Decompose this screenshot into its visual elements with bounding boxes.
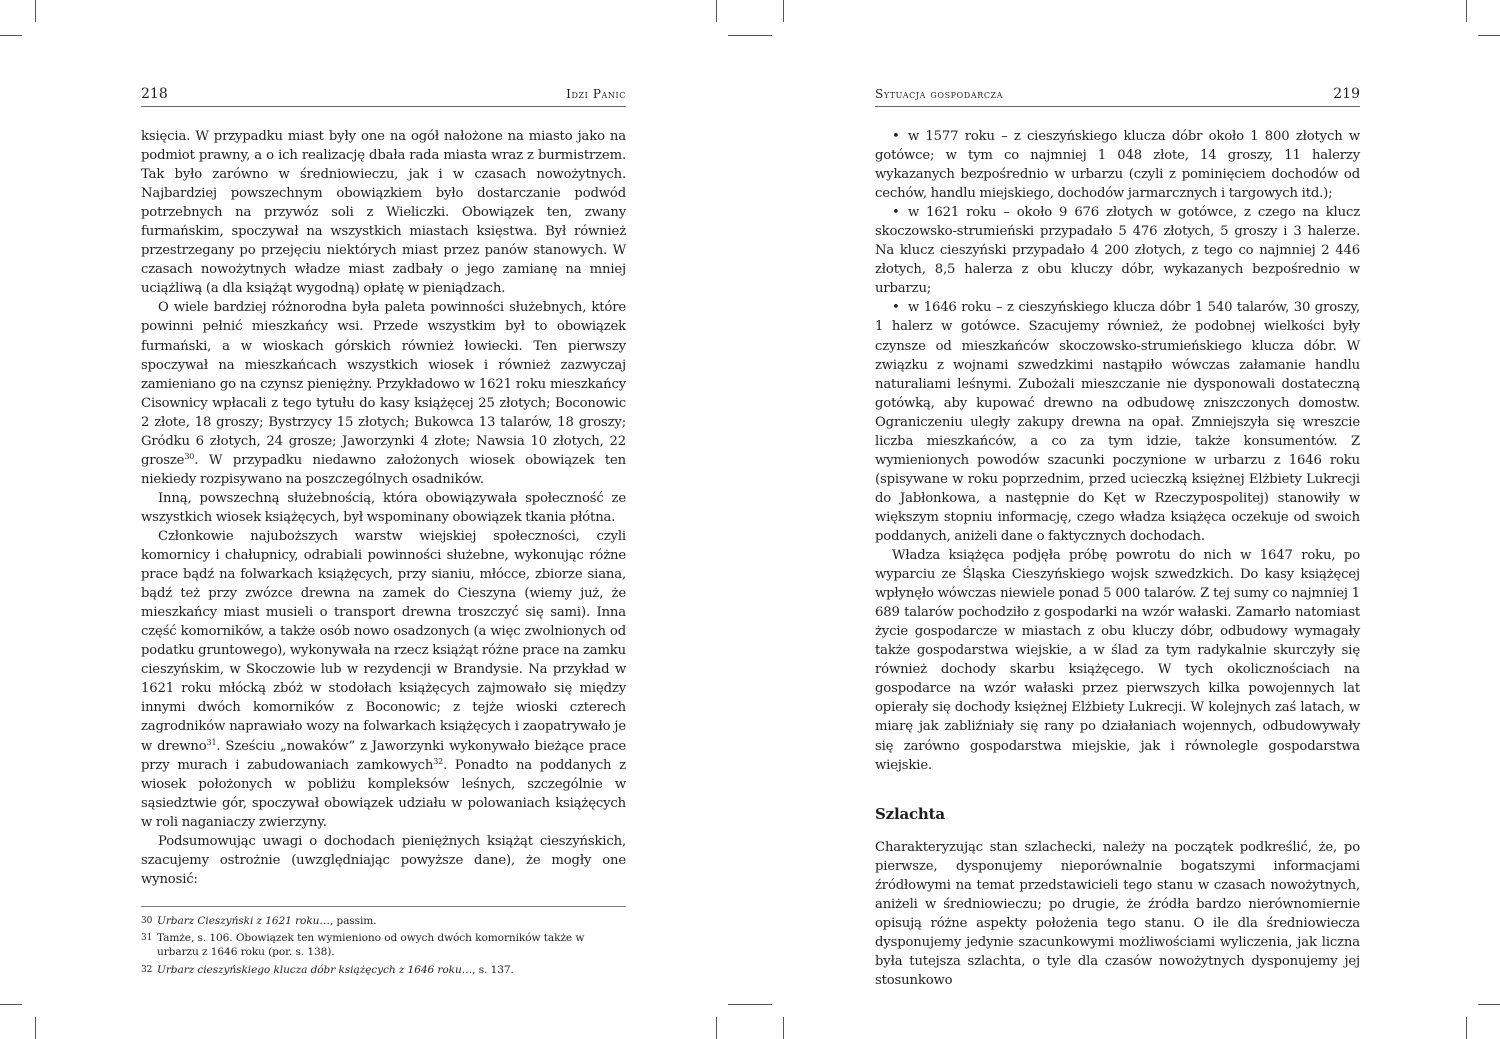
crop-mark bbox=[0, 1004, 22, 1005]
crop-mark bbox=[0, 35, 22, 36]
crop-mark bbox=[783, 0, 784, 22]
footnote-ref: 31 bbox=[206, 737, 217, 747]
footnote-number: 30 bbox=[141, 915, 153, 926]
footnote bbox=[141, 914, 626, 928]
footnote bbox=[141, 963, 626, 977]
bullet-item bbox=[875, 298, 1360, 546]
crop-mark bbox=[1478, 1004, 1500, 1005]
crop-mark bbox=[35, 0, 36, 22]
page-number: 218 bbox=[141, 86, 168, 102]
crop-mark bbox=[750, 1004, 772, 1005]
crop-mark bbox=[716, 0, 717, 22]
crop-mark bbox=[716, 1017, 717, 1039]
footnote-ref: 30 bbox=[184, 451, 195, 461]
paragraph: Inną, powszechną służebnością, która obowiązywała społeczność ze wszystkich wiosek książęcych, był wspominany obowiązek tkania płótna. bbox=[141, 490, 626, 525]
footnote-title: Urbarz cieszyńskiego klucza dóbr książęcych z 1646 roku… bbox=[157, 963, 473, 976]
footnote-text: Tamże, s. 106. Obowiązek ten wymieniono od owych dwóch komorników także w urbarzu z 1646 roku (por. s. 138). bbox=[157, 932, 585, 959]
footnote-ref: 32 bbox=[433, 756, 444, 766]
bullet-text: w 1577 roku – z cieszyńskiego klucza dóbr około 1 800 złotych w gotówce; w tym co najmniej 1 048 złote, 14 groszy, 11 halerzy wykazanych bezpośrednio w urbarzu (czyli z pominięciem dochodów od cechów, handlu miejskiego, dochodów jarmarcznych i targowych itd.); bbox=[875, 129, 1360, 202]
paragraph-text: Sześciu „nowaków” z Jaworzynki wykonywało bieżące prace przy murach i zabudowaniach zamkowych bbox=[141, 738, 626, 773]
right-page bbox=[875, 86, 1360, 990]
page-header bbox=[875, 86, 1360, 107]
footnote-title: Urbarz Cieszyński z 1621 roku… bbox=[157, 914, 330, 927]
bullet-text: w 1646 roku – z cieszyńskiego klucza dóbr 1 540 talarów, 30 groszy, 1 halerz w gotówce. Szacujemy również, że podobnej wielkości były czynsze od mieszkańców skoczowsko-strumieńskiego klucza dóbr. W związku z wojnami szwedzkimi nastąpiło wówczas załamanie handlu naturaliami leśnymi. Zubożali mieszczanie nie dysponowali dostateczną gotówką, aby kupować drewno na odbudowę zniszczonych domostw. Ograniczeniu uległy zakupy drewna na opał. Zmniejszyła się wreszcie liczba mieszkańców, a co za tym idzie, także konsumentów. Z wymienionych powodów szacunki poczynione w urbarzu z 1646 roku (spisywane w roku poprzednim, przed ucieczką księżnej Elżbiety Lukrecji do Jabłonkowa, a następnie do Kęt w Rzeczypospolitej) stanowiły w większym stopniu informację, czego władza książęca oczekuje od swoich poddanych, aniżeli dane o faktycznych dochodach. bbox=[875, 300, 1360, 544]
bullet-icon: • bbox=[892, 205, 900, 221]
bullet-item bbox=[875, 127, 1360, 203]
crop-mark bbox=[1466, 0, 1467, 22]
paragraph: Podsumowując uwagi o dochodach pieniężnych książąt cieszyńskich, szacujemy ostrożnie (uwzględniając powyższe dane), że mogły one wynosić: bbox=[141, 833, 626, 887]
paragraph: Członkowie najuboższych warstw wiejskiej społeczności, czyli komornicy i chałupnicy, odrabiali powinności służebne, wykonując różne prace bądź na folwarkach książęcych, przy sianiu, młócce, zbiorze siana, bądź też przy zwózce drewna na zamek do Cieszyna (wiemy już, że mieszkańcy miast musieli o transport drewna troszczyć się sami). Inna część komorników, a także osób nowo osadzonych (a więc zwolnionych od podatku gruntowego), wykonywała na rzecz książąt różne prace na zamku cieszyńskim, w Skoczowie lub w rezydencji w Brandysie. Na przykład w 1621 roku młócką zbóż w stodołach książęcych zajmowało się między innymi dwóch komorników z Boconowic; z tejże wioski czterech zagrodników naprawiało wozy na folwarkach książęcych i zaopatrywało je w drewno$^{31}$. Sześciu „nowaków” z Jaworzynki wykonywało bieżące prace przy murach i zabudowaniach zamkowych$^{32}$. Ponadto na poddanych z wiosek położonych w pobliżu kompleksów leśnych, szczególnie w sąsiedztwie gór, spoczywał obowiązek udziału w polowaniach książęcych w roli naganiaczy zwierzyny. bbox=[141, 528, 626, 830]
footnote-text: , passim. bbox=[329, 914, 377, 927]
page-body bbox=[141, 127, 626, 889]
paragraph: O wiele bardziej różnorodna była paleta powinności służebnych, które powinni pełnić mieszkańcy wsi. Przede wszystkim był to obowiązek furmański, a w wioskach górskich również łowiecki. Ten pierwszy spoczywał na mieszkańcach wszystkich wiosek i również zazwyczaj zamieniano go na czynsz pieniężny. Przykładowo w 1621 roku mieszkańcy Cisownicy wpłacali z tego tytułu do kasy książęcej 25 złotych; Boconowic 2 złote, 18 groszy; Bystrzycy 15 złotych; Bukowca 13 talarów, 18 groszy; Gródku 6 złotych, 24 grosze; Jaworzynki 4 złote; Nawsia 10 złotych, 22 grosze$^{30}$. W przypadku niedawno założonych wiosek obowiązek ten niekiedy rozpisywano na poszczególnych osadników. bbox=[141, 300, 626, 487]
paragraph: Władza książęca podjęła próbę powrotu do nich w 1647 roku, po wyparciu ze Śląska Cieszyńskiego wojsk szwedzkich. Do kasy książęcej wpłynęło wówczas niewiele ponad 5 000 talarów. Z tej sumy co najmniej 1 689 talarów pochodziło z gospodarki na wzór wałaski. Zamarło natomiast życie gospodarcze w miastach z obu kluczy dóbr, odbudowy wymagały także gospodarstwa wiejskie, a w ślad za tym radykalnie skurczyły się również dochody skarbu książęcego. W tych okolicznościach na gospodarce na wzór wałaski przez pierwszych kilka powojennych lat opierały się dochody księżnej Elżbiety Lukrecji. W kolejnych zaś latach, w miarę jak zabliźniały się rany po działaniach wojennych, odbudowywały się zarówno gospodarstwa miejskie, jak i równolegle gospodarstwa wiejskie. bbox=[875, 548, 1360, 773]
crop-mark bbox=[1466, 1017, 1467, 1039]
footnote-text: , s. 137. bbox=[472, 963, 514, 976]
left-page bbox=[141, 86, 626, 980]
section-heading: Szlachta bbox=[875, 804, 945, 823]
bullet-icon: • bbox=[892, 129, 900, 144]
page-number: 219 bbox=[1333, 86, 1360, 102]
footnote-number: 31 bbox=[141, 933, 153, 944]
crop-mark bbox=[35, 1017, 36, 1039]
paragraph: księcia. W przypadku miast były one na ogół nałożone na miasto jako na podmiot prawny, a o ich realizację dbała rada miasta wraz z burmistrzem. Tak było zarówno w średniowieczu, jak i w czasach nowożytnych. Najbardziej powszechnym obowiązkiem było dostarczanie podwód potrzebnych na przywóz soli z Wieliczki. Obowiązek ten, zwany furmańskim, spoczywał na wszystkich miastach księstwa. Był również przestrzegany po przejęciu niektórych miast przez panów stanowych. W czasach nowożytnych władze miast zadbały o jego zamianę na mniej uciążliwą (a dla książąt wygodną) opłatę w pieniądzach. bbox=[141, 129, 626, 297]
paragraph-text: Członkowie najuboższych warstw wiejskiej społeczności, czyli komornicy i chałupnicy, odrabiali powinności służebne, wykonując różne prace bądź na folwarkach książęcych, przy sianiu, młócce, zbiorze siana, bądź też przy zwózce drewna na zamek do Cieszyna (wiemy już, że mieszkańcy miast musieli o transport drewna troszczyć się sami). Inna część komorników, a także osób nowo osadzonych (a więc zwolnionych od podatku gruntowego), wykonywała na rzecz książąt różne prace na zamku cieszyńskim, w Skoczowie lub w rezydencji w Brandysie. Na przykład w 1621 roku młócką zbóż w stodołach książęcych zajmowało się między innymi dwóch komorników z Boconowic; z tejże wioski czterech zagrodników naprawiało wozy na folwarkach książęcych i zaopatrywało je w drewno bbox=[141, 528, 626, 754]
bullet-item bbox=[875, 203, 1360, 298]
crop-mark bbox=[783, 1017, 784, 1039]
bullet-text: w 1621 roku – około 9 676 złotych w gotówce, z czego na klucz skoczowsko-strumieński przypadało 5 476 złotych, 5 groszy i 3 halerze. Na klucz cieszyński przypadało 4 200 złotych, z tego co najmniej 2 446 złotych, 8,5 halerza z obu kluczy dóbr, wykazanych bezpośrednio w urbarzu; bbox=[875, 205, 1360, 297]
bullet-icon: • bbox=[892, 300, 900, 316]
running-head: Idzi Panic bbox=[566, 87, 626, 101]
footnotes bbox=[141, 906, 626, 977]
footnote-number: 32 bbox=[141, 964, 153, 975]
page-body bbox=[875, 127, 1360, 990]
paragraph-text: O wiele bardziej różnorodna była paleta powinności służebnych, które powinni pełnić mieszkańcy wsi. Przede wszystkim był to obowiązek furmański, a w wioskach górskich również łowiecki. Ten pierwszy spoczywał na mieszkańcach wszystkich wiosek i również zazwyczaj zamieniano go na czynsz pieniężny. Przykładowo w 1621 roku mieszkańcy Cisownicy wpłacali z tego tytułu do kasy książęcej 25 złotych; Boconowic 2 złote, 18 groszy; Bystrzycy 15 złotych; Bukowca 13 talarów, 18 groszy; Gródku 6 złotych, 24 grosze; Jaworzynki 4 złote; Nawsia 10 złotych, 22 grosze bbox=[141, 300, 626, 468]
paragraph-text: Ponadto na poddanych z wiosek położonych w pobliżu kompleksów leśnych, szczególnie w sąsiedztwie gór, spoczywał obowiązek udziału w polowaniach książęcych w roli naganiaczy zwierzyny. bbox=[141, 757, 626, 830]
paragraph: Charakteryzując stan szlachecki, należy na początek podkreślić, że, po pierwsze, dysponujemy nieporównalnie bogatszymi informacjami źródłowymi na temat przedstawicieli tego stanu w czasach nowożytnych, aniżeli w średniowieczu; po drugie, że źródła bardzo nierównomiernie opisują różne aspekty położenia tego stanu. O ile dla średniowiecza dysponujemy jedynie szacunkowymi możliwościami wyliczenia, jak liczna była tutejsza szlachta, o tyle dla czasów nowożytnych dysponujemy jej stosunkowo bbox=[875, 839, 1360, 988]
crop-mark bbox=[750, 35, 772, 36]
page-header bbox=[141, 86, 626, 107]
footnote bbox=[141, 931, 626, 960]
crop-mark bbox=[1478, 35, 1500, 36]
paragraph-text: W przypadku niedawno założonych wiosek obowiązek ten niekiedy rozpisywano na poszczególnych osadników. bbox=[141, 452, 626, 487]
crop-mark bbox=[728, 1004, 750, 1005]
running-head: Sytuacja gospodarcza bbox=[875, 87, 1004, 101]
crop-mark bbox=[728, 35, 750, 36]
